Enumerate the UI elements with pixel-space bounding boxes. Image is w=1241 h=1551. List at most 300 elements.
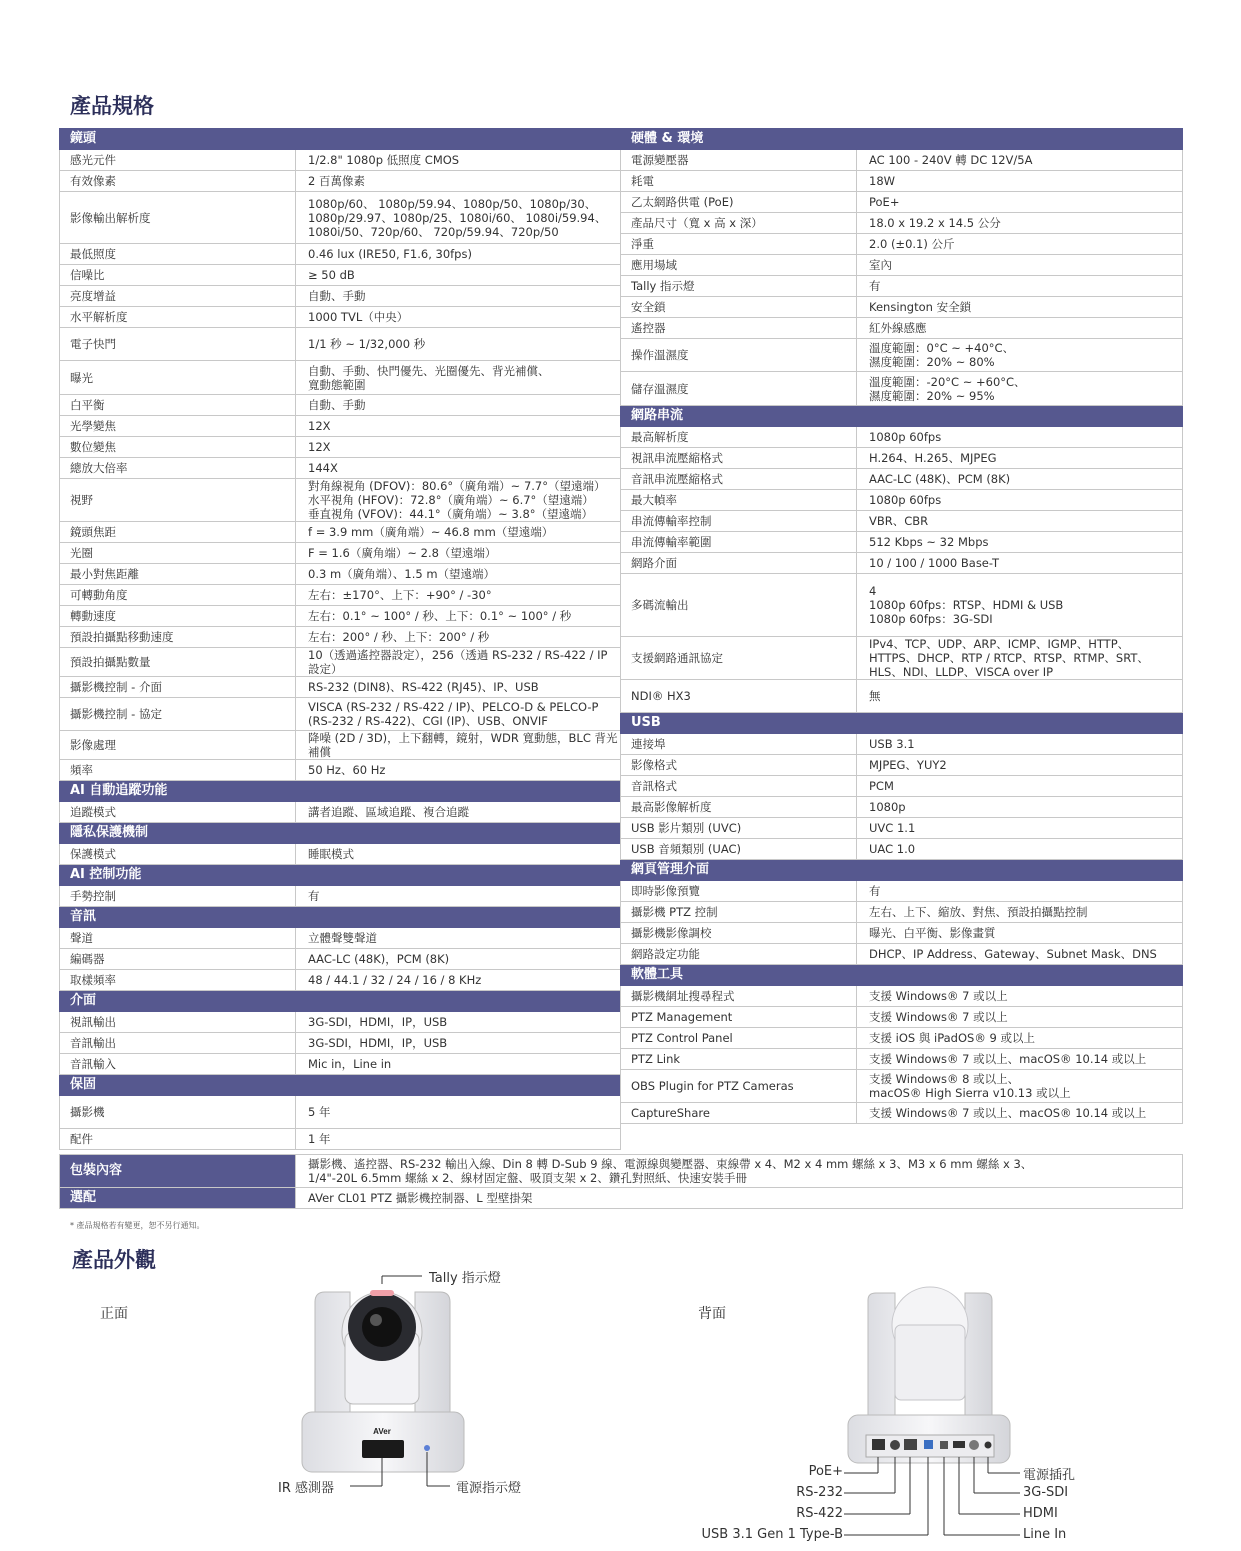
spec-value-line: 濕度範圍：20% ~ 95% [869,388,995,403]
spec-label: USB 影片類別 (UVC) [621,818,857,839]
spec-label: 影像格式 [621,755,857,776]
spec-label: 可轉動角度 [60,585,296,606]
spec-value-line: 1080p 60fps：RTSP、HDMI & USB [869,598,1064,612]
spec-value-line: 濕度範圍：20% ~ 80% [869,355,995,369]
spec-value: 1080p [857,797,1183,818]
spec-label: 串流傳輸率控制 [621,511,857,532]
spec-value [296,479,621,522]
spec-value-line: 對角線視角 (DFOV)：80.6°（廣角端）~ 7.7°（望遠端） [308,479,606,493]
spec-row [60,361,621,395]
spec-label: 取樣頻率 [60,970,296,991]
callout-lines [844,1457,1020,1535]
spec-label: OBS Plugin for PTZ Cameras [621,1070,857,1103]
port-hdmi [953,1441,965,1448]
spec-label: Tally 指示燈 [621,276,857,297]
spec-label: 水平解析度 [60,307,296,328]
spec-label: 淨重 [621,234,857,255]
spec-row [60,627,621,648]
spec-label: 遙控器 [621,318,857,339]
spec-value: AAC-LC (48K)，PCM (8K) [296,949,621,970]
spec-row [621,234,1183,255]
spec-label: 保護模式 [60,844,296,865]
spec-label: PTZ Link [621,1049,857,1070]
spec-value-line: 水平視角 (HFOV)：72.8°（廣角端）~ 6.7°（望遠端） [308,493,594,507]
spec-value: 12X [296,437,621,458]
spec-row [621,511,1183,532]
spec-label: 感光元件 [60,150,296,171]
spec-value: 1080p 60fps [857,427,1183,448]
spec-label: 最低照度 [60,244,296,265]
package-table [59,1154,1183,1209]
spec-label: 多碼流輸出 [621,574,857,637]
spec-value: 曝光、白平衡、影像畫質 [857,923,1183,944]
spec-row [621,255,1183,276]
spec-label: PTZ Management [621,1007,857,1028]
spec-value: 有 [857,276,1183,297]
spec-row [60,949,621,970]
spec-value: USB 3.1 [857,734,1183,755]
section-header [60,129,621,150]
spec-label: 曝光 [60,361,296,395]
spec-row [621,469,1183,490]
spec-row [621,881,1183,902]
section-title: 音訊 [60,907,621,928]
front-camera-illustration [270,1262,560,1512]
spec-value-line: HTTPS、DHCP、RTP / RTCP、RTSP、RTMP、SRT、 [869,651,1149,665]
spec-row [60,698,621,731]
spec-label: 白平衡 [60,395,296,416]
spec-value: PoE+ [857,192,1183,213]
spec-row [621,171,1183,192]
section-header [60,907,621,928]
spec-label: 音訊輸出 [60,1033,296,1054]
spec-value [857,372,1183,406]
spec-row [60,677,621,698]
spec-value: VBR、CBR [857,511,1183,532]
spec-row [621,372,1183,406]
spec-label: 操作溫濕度 [621,339,857,372]
spec-label: 手勢控制 [60,886,296,907]
port-power [985,1442,992,1449]
spec-row [60,328,621,361]
spec-row [60,1012,621,1033]
section-title: 網頁管理介面 [621,860,1183,881]
spec-row [621,902,1183,923]
spec-value [296,192,621,244]
port-rs232 [890,1440,900,1450]
spec-row [621,448,1183,469]
callout-line-in: Line In [1023,1527,1067,1542]
spec-row [60,437,621,458]
spec-value: 3G-SDI，HDMI，IP，USB [296,1012,621,1033]
spec-row [621,192,1183,213]
spec-value: RS-232 (DIN8)、RS-422 (RJ45)、IP、USB [296,677,621,698]
section-title: 介面 [60,991,621,1012]
spec-value-line: 4 [869,584,877,598]
spec-value: F = 1.6（廣角端）~ 2.8（望遠端） [296,543,621,564]
spec-row [621,755,1183,776]
spec-row [621,637,1183,680]
section-header [621,129,1183,150]
spec-value: 無 [857,680,1183,713]
callout-rs422: RS-422 [796,1506,843,1521]
spec-label: 應用場域 [621,255,857,276]
spec-label: 光圈 [60,543,296,564]
spec-value: 18.0 x 19.2 x 14.5 公分 [857,213,1183,234]
spec-row [60,171,621,192]
optional-label: 選配 [60,1188,296,1209]
spec-label: 鏡頭焦距 [60,522,296,543]
spec-label: 頻率 [60,760,296,781]
section-title: AI 自動追蹤功能 [60,781,621,802]
section-title: 隱私保護機制 [60,823,621,844]
left-spec-table [59,128,621,1150]
spec-label: 儲存溫濕度 [621,372,857,406]
spec-value: 有 [857,881,1183,902]
spec-row [621,1007,1183,1028]
spec-label: 產品尺寸（寬 x 高 x 深） [621,213,857,234]
spec-value [857,574,1183,637]
spec-row [60,1033,621,1054]
spec-value: 512 Kbps ~ 32 Mbps [857,532,1183,553]
spec-value: 左右：200° / 秒、上下：200° / 秒 [296,627,621,648]
spec-value: 18W [857,171,1183,192]
section-header [621,406,1183,427]
spec-label: 聲道 [60,928,296,949]
spec-label: NDI® HX3 [621,680,857,713]
spec-label: 支援網路通訊協定 [621,637,857,680]
callout-power-jack: 電源插孔 [1023,1468,1076,1483]
spec-label: 最小對焦距離 [60,564,296,585]
port-rs422 [904,1439,917,1450]
spec-value: 1 年 [296,1129,621,1150]
spec-row [621,986,1183,1007]
callout-tally: Tally 指示燈 [429,1271,501,1286]
spec-value: 自動、手動 [296,286,621,307]
spec-label: 亮度增益 [60,286,296,307]
power-led [424,1445,430,1451]
port-3g-sdi [969,1440,979,1450]
spec-value: 2.0 (±0.1) 公斤 [857,234,1183,255]
spec-value: 1080p 60fps [857,490,1183,511]
spec-label: 音訊輸入 [60,1054,296,1075]
spec-label: 預設拍攝點數量 [60,648,296,677]
spec-value [296,361,621,395]
spec-value: 有 [296,886,621,907]
callout-ir-sensor: IR 感測器 [278,1481,334,1496]
spec-value: 支援 Windows® 7 或以上 [857,1007,1183,1028]
spec-label: 數位變焦 [60,437,296,458]
spec-row [60,244,621,265]
callout-hdmi: HDMI [1023,1506,1058,1521]
back-camera-illustration [840,1285,1040,1545]
spec-label: 光學變焦 [60,416,296,437]
spec-value [857,1070,1183,1103]
package-line: 攝影機、遙控器、RS-232 輸出入線、Din 8 轉 D-Sub 9 線、電源線與變壓器、束線帶 x 4、M2 x 4 mm 螺絲 x 3、M3 x 6 mm 螺絲 x 3、 [308,1157,1033,1171]
spec-label: 攝影機網址搜尋程式 [621,986,857,1007]
spec-value: 50 Hz、60 Hz [296,760,621,781]
spec-label: 最高解析度 [621,427,857,448]
spec-value: 0.3 m（廣角端）、1.5 m（望遠端） [296,564,621,585]
spec-row [621,297,1183,318]
spec-row [621,339,1183,372]
spec-value: 12X [296,416,621,437]
spec-label: 音訊串流壓縮格式 [621,469,857,490]
section-title: 硬體 & 環境 [621,129,1183,150]
spec-value: ≥ 50 dB [296,265,621,286]
spec-value: 立體聲雙聲道 [296,928,621,949]
spec-label: 最大幀率 [621,490,857,511]
section-header [621,965,1183,986]
spec-value: 左右、上下、縮放、對焦、預設拍攝點控制 [857,902,1183,923]
spec-row [621,797,1183,818]
section-header [621,713,1183,734]
section-header [60,781,621,802]
section-header [621,860,1183,881]
callout-rs232: RS-232 [796,1485,843,1500]
spec-value: 支援 Windows® 7 或以上 [857,986,1183,1007]
spec-row [60,1096,621,1129]
spec-label: 編碼器 [60,949,296,970]
spec-value: 睡眠模式 [296,844,621,865]
spec-row [60,760,621,781]
spec-value: f = 3.9 mm（廣角端）~ 46.8 mm（望遠端） [296,522,621,543]
optional-value: AVer CL01 PTZ 攝影機控制器、L 型壁掛架 [296,1188,1183,1209]
spec-row [621,1103,1183,1124]
spec-label: 轉動速度 [60,606,296,627]
spec-label: 電子快門 [60,328,296,361]
spec-value: 1/2.8" 1080p 低照度 CMOS [296,150,621,171]
spec-value-line: 1080p 60fps：3G-SDI [869,612,993,626]
spec-row [60,265,621,286]
spec-row [621,276,1183,297]
brand-logo: AVer [373,1427,391,1436]
spec-label: 最高影像解析度 [621,797,857,818]
spec-value-line: 1080p/60、 1080p/59.94、1080p/50、1080p/30、 [308,196,597,211]
spec-row [60,458,621,479]
callout-poe: PoE+ [808,1464,843,1479]
spec-value: 0.46 lux (IRE50, F1.6, 30fps) [296,244,621,265]
spec-label: 連接埠 [621,734,857,755]
spec-label: 視訊串流壓縮格式 [621,448,857,469]
spec-value-line: (RS-232 / RS-422)、CGI (IP)、USB、ONVIF [308,714,548,728]
spec-value-line: 1080p/29.97、1080p/25、1080i/60、 1080i/59.94、 [308,210,607,225]
ir-sensor [362,1440,404,1458]
spec-value: 支援 Windows® 7 或以上、macOS® 10.14 或以上 [857,1049,1183,1070]
spec-row [60,416,621,437]
spec-label: 攝影機 PTZ 控制 [621,902,857,923]
package-line: 1/4"-20L 6.5mm 螺絲 x 2、線材固定盤、吸頂支架 x 2、鑽孔對照紙、快速安裝手冊 [308,1171,747,1185]
spec-value-line: HLS、NDI、LLDP、VISCA over IP [869,665,1054,679]
package-label: 包裝內容 [60,1155,296,1188]
spec-label: 信噪比 [60,265,296,286]
spec-value: 支援 Windows® 7 或以上、macOS® 10.14 或以上 [857,1103,1183,1124]
spec-value: Mic in，Line in [296,1054,621,1075]
section-title: 網路串流 [621,406,1183,427]
spec-row [60,479,621,522]
spec-row [621,427,1183,448]
spec-row [60,192,621,244]
spec-row [60,150,621,171]
spec-row [621,532,1183,553]
spec-label: 視訊輸出 [60,1012,296,1033]
section-title: 鏡頭 [60,129,621,150]
spec-label: 攝影機影像調校 [621,923,857,944]
spec-label: 耗電 [621,171,857,192]
spec-row [621,150,1183,171]
footnote: * 產品規格若有變更，恕不另行通知。 [70,1221,205,1230]
spec-row [60,543,621,564]
spec-value: 144X [296,458,621,479]
spec-value: 48 / 44.1 / 32 / 24 / 16 / 8 KHz [296,970,621,991]
spec-value-line: 1080i/50、720p/60、 720p/59.94、720p/50 [308,224,559,239]
spec-value-line: macOS® High Sierra v10.13 或以上 [869,1086,1071,1100]
spec-value: 5 年 [296,1096,621,1129]
spec-value: 2 百萬像素 [296,171,621,192]
spec-row [621,1049,1183,1070]
spec-row [621,923,1183,944]
spec-label: 電源變壓器 [621,150,857,171]
spec-value: 自動、手動 [296,395,621,416]
spec-row [60,928,621,949]
port-usb [924,1440,933,1449]
spec-row [621,318,1183,339]
spec-row [60,1129,621,1150]
right-spec-table [620,128,1183,1124]
spec-row [60,1054,621,1075]
spec-label: 音訊格式 [621,776,857,797]
spec-value: Kensington 安全鎖 [857,297,1183,318]
callout-usb: USB 3.1 Gen 1 Type-B [701,1527,843,1542]
front-view-label: 正面 [100,1306,128,1322]
spec-label: 攝影機 [60,1096,296,1129]
spec-value: 室內 [857,255,1183,276]
spec-value: UVC 1.1 [857,818,1183,839]
spec-row [621,490,1183,511]
spec-value-line: 自動、手動、快門優先、光圈優先、背光補償、 [308,363,550,378]
page-title: 產品規格 [70,94,154,118]
spec-label: 配件 [60,1129,296,1150]
section-title: USB [621,713,1183,734]
spec-value: 1/1 秒 ~ 1/32,000 秒 [296,328,621,361]
spec-label: 預設拍攝點移動速度 [60,627,296,648]
spec-row [60,307,621,328]
spec-label: 總放大倍率 [60,458,296,479]
spec-value: 10（透過遙控器設定），256（透過 RS-232 / RS-422 / IP 設定） [296,648,621,677]
spec-row [621,1070,1183,1103]
spec-row [621,944,1183,965]
spec-row [60,886,621,907]
spec-label: 網路介面 [621,553,857,574]
lens-reflection [370,1314,382,1326]
spec-value: 講者追蹤、區域追蹤、複合追蹤 [296,802,621,823]
back-view-label: 背面 [698,1306,726,1322]
spec-row [621,734,1183,755]
callout-3g-sdi: 3G-SDI [1023,1485,1069,1500]
camera-head-body [895,1325,965,1400]
callout-power-led: 電源指示燈 [456,1481,522,1496]
spec-row [621,776,1183,797]
spec-value-line: VISCA (RS-232 / RS-422 / IP)、PELCO-D & PELCO-P [308,700,599,714]
spec-value: PCM [857,776,1183,797]
spec-value-line: 溫度範圍：-20°C ~ +60°C、 [869,374,1026,389]
spec-label: 乙太網路供電 (PoE) [621,192,857,213]
section-title: AI 控制功能 [60,865,621,886]
port-line-in [940,1441,948,1449]
spec-label: 追蹤模式 [60,802,296,823]
tally-light [370,1290,394,1296]
section-title: 保固 [60,1075,621,1096]
spec-value: 左右：0.1° ~ 100° / 秒、上下：0.1° ~ 100° / 秒 [296,606,621,627]
spec-value: 10 / 100 / 1000 Base-T [857,553,1183,574]
spec-value: 3G-SDI，HDMI，IP，USB [296,1033,621,1054]
spec-value: 1000 TVL（中央） [296,307,621,328]
spec-row [60,395,621,416]
spec-row [60,648,621,677]
spec-row [621,1028,1183,1049]
spec-label: 影像輸出解析度 [60,192,296,244]
spec-value: DHCP、IP Address、Gateway、Subnet Mask、DNS [857,944,1183,965]
spec-row [60,286,621,307]
spec-value [857,637,1183,680]
spec-value-line: 垂直視角 (VFOV)：44.1°（廣角端）~ 3.8°（望遠端） [308,507,594,521]
spec-label: 網路設定功能 [621,944,857,965]
spec-label: USB 音頻類別 (UAC) [621,839,857,860]
spec-label: PTZ Control Panel [621,1028,857,1049]
appearance-title: 產品外觀 [72,1248,156,1272]
lens-glass [362,1307,402,1347]
spec-row [621,839,1183,860]
spec-row [621,680,1183,713]
section-header [60,823,621,844]
section-header [60,1075,621,1096]
spec-row [621,553,1183,574]
spec-label: 有效像素 [60,171,296,192]
spec-row [60,522,621,543]
spec-row [60,844,621,865]
spec-value-line: 寬動態範圍 [308,377,366,392]
spec-row [60,585,621,606]
spec-value [857,339,1183,372]
spec-value-line: 支援 Windows® 8 或以上、 [869,1072,1020,1086]
spec-row [60,970,621,991]
spec-value: AC 100 - 240V 轉 DC 12V/5A [857,150,1183,171]
spec-row [60,564,621,585]
spec-label: 安全鎖 [621,297,857,318]
spec-label: 攝影機控制 - 介面 [60,677,296,698]
spec-value: 降噪 (2D / 3D)，上下翻轉，鏡射，WDR 寬動態，BLC 背光補償 [296,731,621,760]
spec-value [296,698,621,731]
spec-row [60,802,621,823]
section-header [60,991,621,1012]
spec-label: 串流傳輸率範圍 [621,532,857,553]
spec-row [621,213,1183,234]
spec-row [621,574,1183,637]
spec-value: 支援 iOS 與 iPadOS® 9 或以上 [857,1028,1183,1049]
spec-value-line: IPv4、TCP、UDP、ARP、ICMP、IGMP、HTTP、 [869,637,1130,651]
spec-value: 左右：±170°、上下：+90° / -30° [296,585,621,606]
spec-row [621,818,1183,839]
spec-label: CaptureShare [621,1103,857,1124]
spec-label: 攝影機控制 - 協定 [60,698,296,731]
spec-value: 紅外線感應 [857,318,1183,339]
spec-row [60,606,621,627]
spec-value: MJPEG、YUY2 [857,755,1183,776]
spec-value: AAC-LC (48K)、PCM (8K) [857,469,1183,490]
section-header [60,865,621,886]
spec-label: 影像處理 [60,731,296,760]
spec-value: UAC 1.0 [857,839,1183,860]
